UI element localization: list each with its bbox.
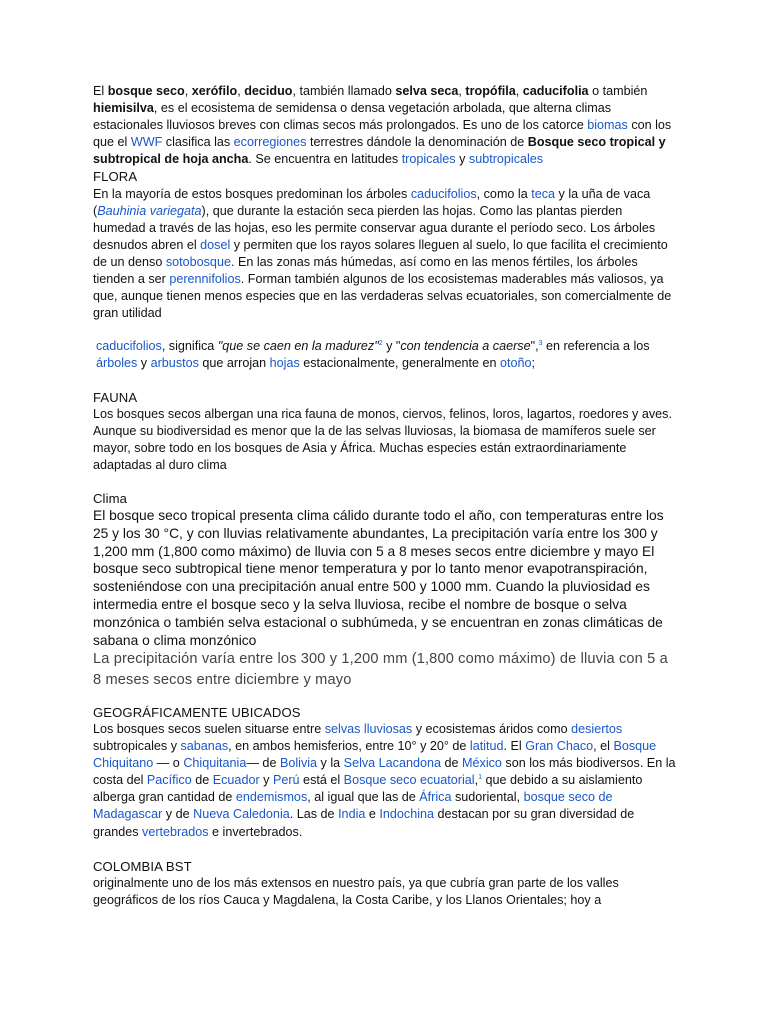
link-selva-lacandona[interactable]: Selva Lacandona [343, 756, 442, 771]
heading-clima: Clima [93, 490, 127, 506]
text: en referencia a los [542, 339, 650, 354]
text: y la uña de vaca ( [93, 186, 651, 218]
text: con los que el [93, 118, 672, 150]
text: que debido a su aislamiento alberga gran cantidad de [93, 773, 643, 805]
link-latitud[interactable]: latitud [469, 739, 504, 754]
link-sabanas[interactable]: sabanas [180, 739, 229, 754]
text: e [365, 807, 380, 822]
text: , es el ecosistema de semidensa o densa vegetación arbolada, que alterna climas estacionales lluviosos breves con climas secos más prolongados. Es uno de los catorce [93, 101, 612, 133]
text: terrestres dándole la denominación de [306, 135, 528, 150]
text: de [191, 773, 213, 788]
link-bolivia[interactable]: Bolivia [279, 756, 318, 771]
text: , [237, 84, 245, 98]
text: y ecosistemas áridos como [412, 721, 572, 736]
text: estacionalmente, generalmente en [299, 356, 500, 371]
text: y [259, 773, 273, 788]
link-otono[interactable]: otoño [499, 356, 532, 371]
link-peru[interactable]: Perú [272, 773, 300, 788]
text: Los bosques secos suelen situarse entre [93, 721, 325, 736]
text: está el [299, 773, 344, 788]
footnote-ref[interactable]: 3 [538, 340, 543, 348]
link-vertebrados[interactable]: vertebrados [142, 824, 209, 839]
bold-term: selva seca [395, 84, 459, 98]
link-teca[interactable]: teca [531, 186, 556, 201]
link-indochina[interactable]: Indochina [379, 807, 435, 822]
text: subtropicales y [93, 739, 181, 754]
link-mexico[interactable]: México [462, 756, 502, 771]
text: sudoriental, [451, 790, 524, 805]
link-africa[interactable]: África [419, 790, 452, 805]
text: , al igual que las de [307, 790, 420, 805]
link-subtropicales[interactable]: subtropicales [468, 152, 544, 167]
link-caducifolios[interactable]: caducifolios [410, 186, 477, 201]
heading-colombia: COLOMBIA BST [93, 858, 192, 874]
text: . En las zonas más húmedas, así como en las menos fértiles, los árboles tienden a ser [93, 254, 638, 287]
text: , [458, 84, 466, 98]
clima-quote: La precipitación varía entre los 300 y 1,200 mm (1,800 como máximo) de lluvia con 5 a 8 meses secos entre diciembre y mayo [93, 651, 668, 688]
document-page [93, 83, 677, 909]
text: y [455, 152, 469, 167]
bold-term: tropófila [465, 84, 516, 98]
text: El [93, 84, 108, 98]
link-desiertos[interactable]: desiertos [571, 721, 623, 736]
text: de [441, 756, 463, 771]
heading-flora: FLORA [93, 169, 138, 185]
link-bosque-seco-madagascar[interactable]: bosque seco de Madagascar [93, 790, 613, 822]
link-perennifolios[interactable]: perennifolios [169, 272, 241, 287]
text: que arrojan [198, 356, 270, 371]
text: ), que durante la estación seca pierden las hojas. Como las plantas pierden humedad a través de las hojas, eso les permite conservar agua durante el período seco. Los árboles desnudos abren el [93, 203, 656, 252]
link-tropicales[interactable]: tropicales [401, 152, 456, 167]
link-wwf[interactable]: WWF [130, 135, 163, 150]
text: son los más biodiversos. En la costa del [93, 756, 676, 788]
text: . Se encuentra en latitudes [248, 152, 402, 167]
link-selvas-lluviosas[interactable]: selvas lluviosas [324, 721, 413, 736]
text: ", [530, 339, 539, 354]
fauna-paragraph: Los bosques secos albergan una rica fauna de monos, ciervos, felinos, loros, lagartos, roedores y aves. Aunque su biodiversidad es menor que la de las selvas lluviosas, la biomasa de mamíferos suele ser mayor, sobre todo en los bosques de Asia y África. Muchas especies están extraordinariamente adaptadas al duro clima [93, 406, 672, 472]
clima-paragraph: El bosque seco tropical presenta clima cálido durante todo el año, con temperaturas entre los 25 y los 30 °C, y con lluvias relativamente abundantes, La precipitación varía entre los 300 y 1,200 mm (1,800 como máximo) de lluvia con 5 a 8 meses secos entre diciembre y mayo El bosque seco subtropical tiene menor temperatura y por lo tanto menor evapotranspiración, sosteniéndose con una precipitación anual entre 500 y 1000 mm. Cuando la pluviosidad es intermedia entre el bosque seco y la selva lluviosa, recibe el nombre de bosque o selva monzónica o también selva estacional o subhúmeda, y se encuentran en zonas climáticas de sabana o clima monzónico [93, 508, 664, 648]
link-hojas[interactable]: hojas [269, 356, 300, 371]
text: ; [531, 356, 535, 371]
text: . Las de [289, 807, 339, 822]
text: , en ambos hemisferios, entre 10° y 20° de [228, 739, 470, 754]
text: En la mayoría de estos bosques predominan los árboles [93, 186, 411, 201]
link-caducifolios-2[interactable]: caducifolios [96, 339, 162, 354]
link-nueva-caledonia[interactable]: Nueva Caledonia [193, 807, 290, 822]
link-gran-chaco[interactable]: Gran Chaco [525, 739, 594, 754]
link-ecorregiones[interactable]: ecorregiones [233, 135, 307, 150]
text: clasifica las [162, 135, 234, 150]
text: , como la [476, 186, 532, 201]
text: , también llamado [292, 84, 396, 98]
text: , significa [161, 339, 218, 354]
link-india[interactable]: India [338, 807, 366, 822]
text: . El [503, 739, 526, 754]
link-bosque-chiquitano[interactable]: Bosque Chiquitano [93, 739, 657, 771]
heading-fauna: FAUNA [93, 389, 138, 405]
link-ecuador[interactable]: Ecuador [212, 773, 260, 788]
bold-term: hiemisilva [93, 101, 154, 116]
footnote-ref[interactable]: 1 [478, 774, 482, 782]
text: , el [593, 739, 614, 754]
text: o también [588, 84, 648, 98]
link-pacifico[interactable]: Pacífico [146, 773, 192, 788]
link-arbustos[interactable]: arbustos [150, 356, 199, 371]
link-biomas[interactable]: biomas [587, 118, 628, 133]
text: , [184, 84, 192, 98]
text: destacan por su gran diversidad de grandes [93, 807, 635, 839]
text: y permiten que los rayos solares lleguen al suelo, lo que facilita el crecimiento de un denso [93, 237, 668, 269]
heading-geo: GEOGRÁFICAMENTE UBICADOS [93, 704, 301, 720]
text: y de [162, 807, 194, 822]
text: e invertebrados. [208, 824, 303, 839]
link-arboles[interactable]: árboles [96, 356, 138, 371]
bold-term: Bosque seco tropical y subtropical de hoja ancha [93, 135, 666, 167]
text: . Forman también algunos de los ecosistemas maderables más valiosos, ya que, aunque tienen menos especies que en las verdaderas selvas ecuatoriales, son comercialmente de gran utilidad [93, 272, 672, 321]
text: , [515, 84, 523, 98]
bold-term: bosque seco [107, 84, 185, 98]
bold-term: deciduo [244, 84, 293, 98]
italic-quote: "que se caen en la madurez" [217, 339, 379, 354]
geo-paragraph [93, 721, 677, 841]
intro-paragraph [93, 83, 677, 168]
link-bauhinia[interactable]: Bauhinia variegata [97, 203, 202, 218]
text: — de [246, 756, 280, 771]
colombia-paragraph: originalmente uno de los más extensos en nuestro país, ya que cubría gran parte de los valles geográficos de los ríos Cauca y Magdalena, la Costa Caribe, y los Llanos Orientales; hoy a [93, 875, 619, 907]
text: y " [382, 339, 401, 354]
italic-quote: con tendencia a caerse [400, 339, 531, 354]
bold-term: xerófilo [191, 84, 238, 98]
footnote-ref[interactable]: 2 [378, 340, 383, 348]
text: y [137, 356, 151, 371]
text: — o [153, 756, 184, 771]
text: , [474, 773, 479, 788]
link-chiquitania[interactable]: Chiquitania [183, 756, 247, 771]
flora-paragraph [93, 186, 677, 323]
text: y la [317, 756, 344, 771]
link-sotobosque[interactable]: sotobosque [165, 254, 231, 269]
bold-term: caducifolia [522, 84, 589, 98]
link-endemismos[interactable]: endemismos [235, 790, 308, 805]
link-bosque-seco-ecuatorial[interactable]: Bosque seco ecuatorial [343, 773, 475, 788]
caducifolios-paragraph [93, 338, 677, 372]
link-dosel[interactable]: dosel [200, 237, 231, 252]
